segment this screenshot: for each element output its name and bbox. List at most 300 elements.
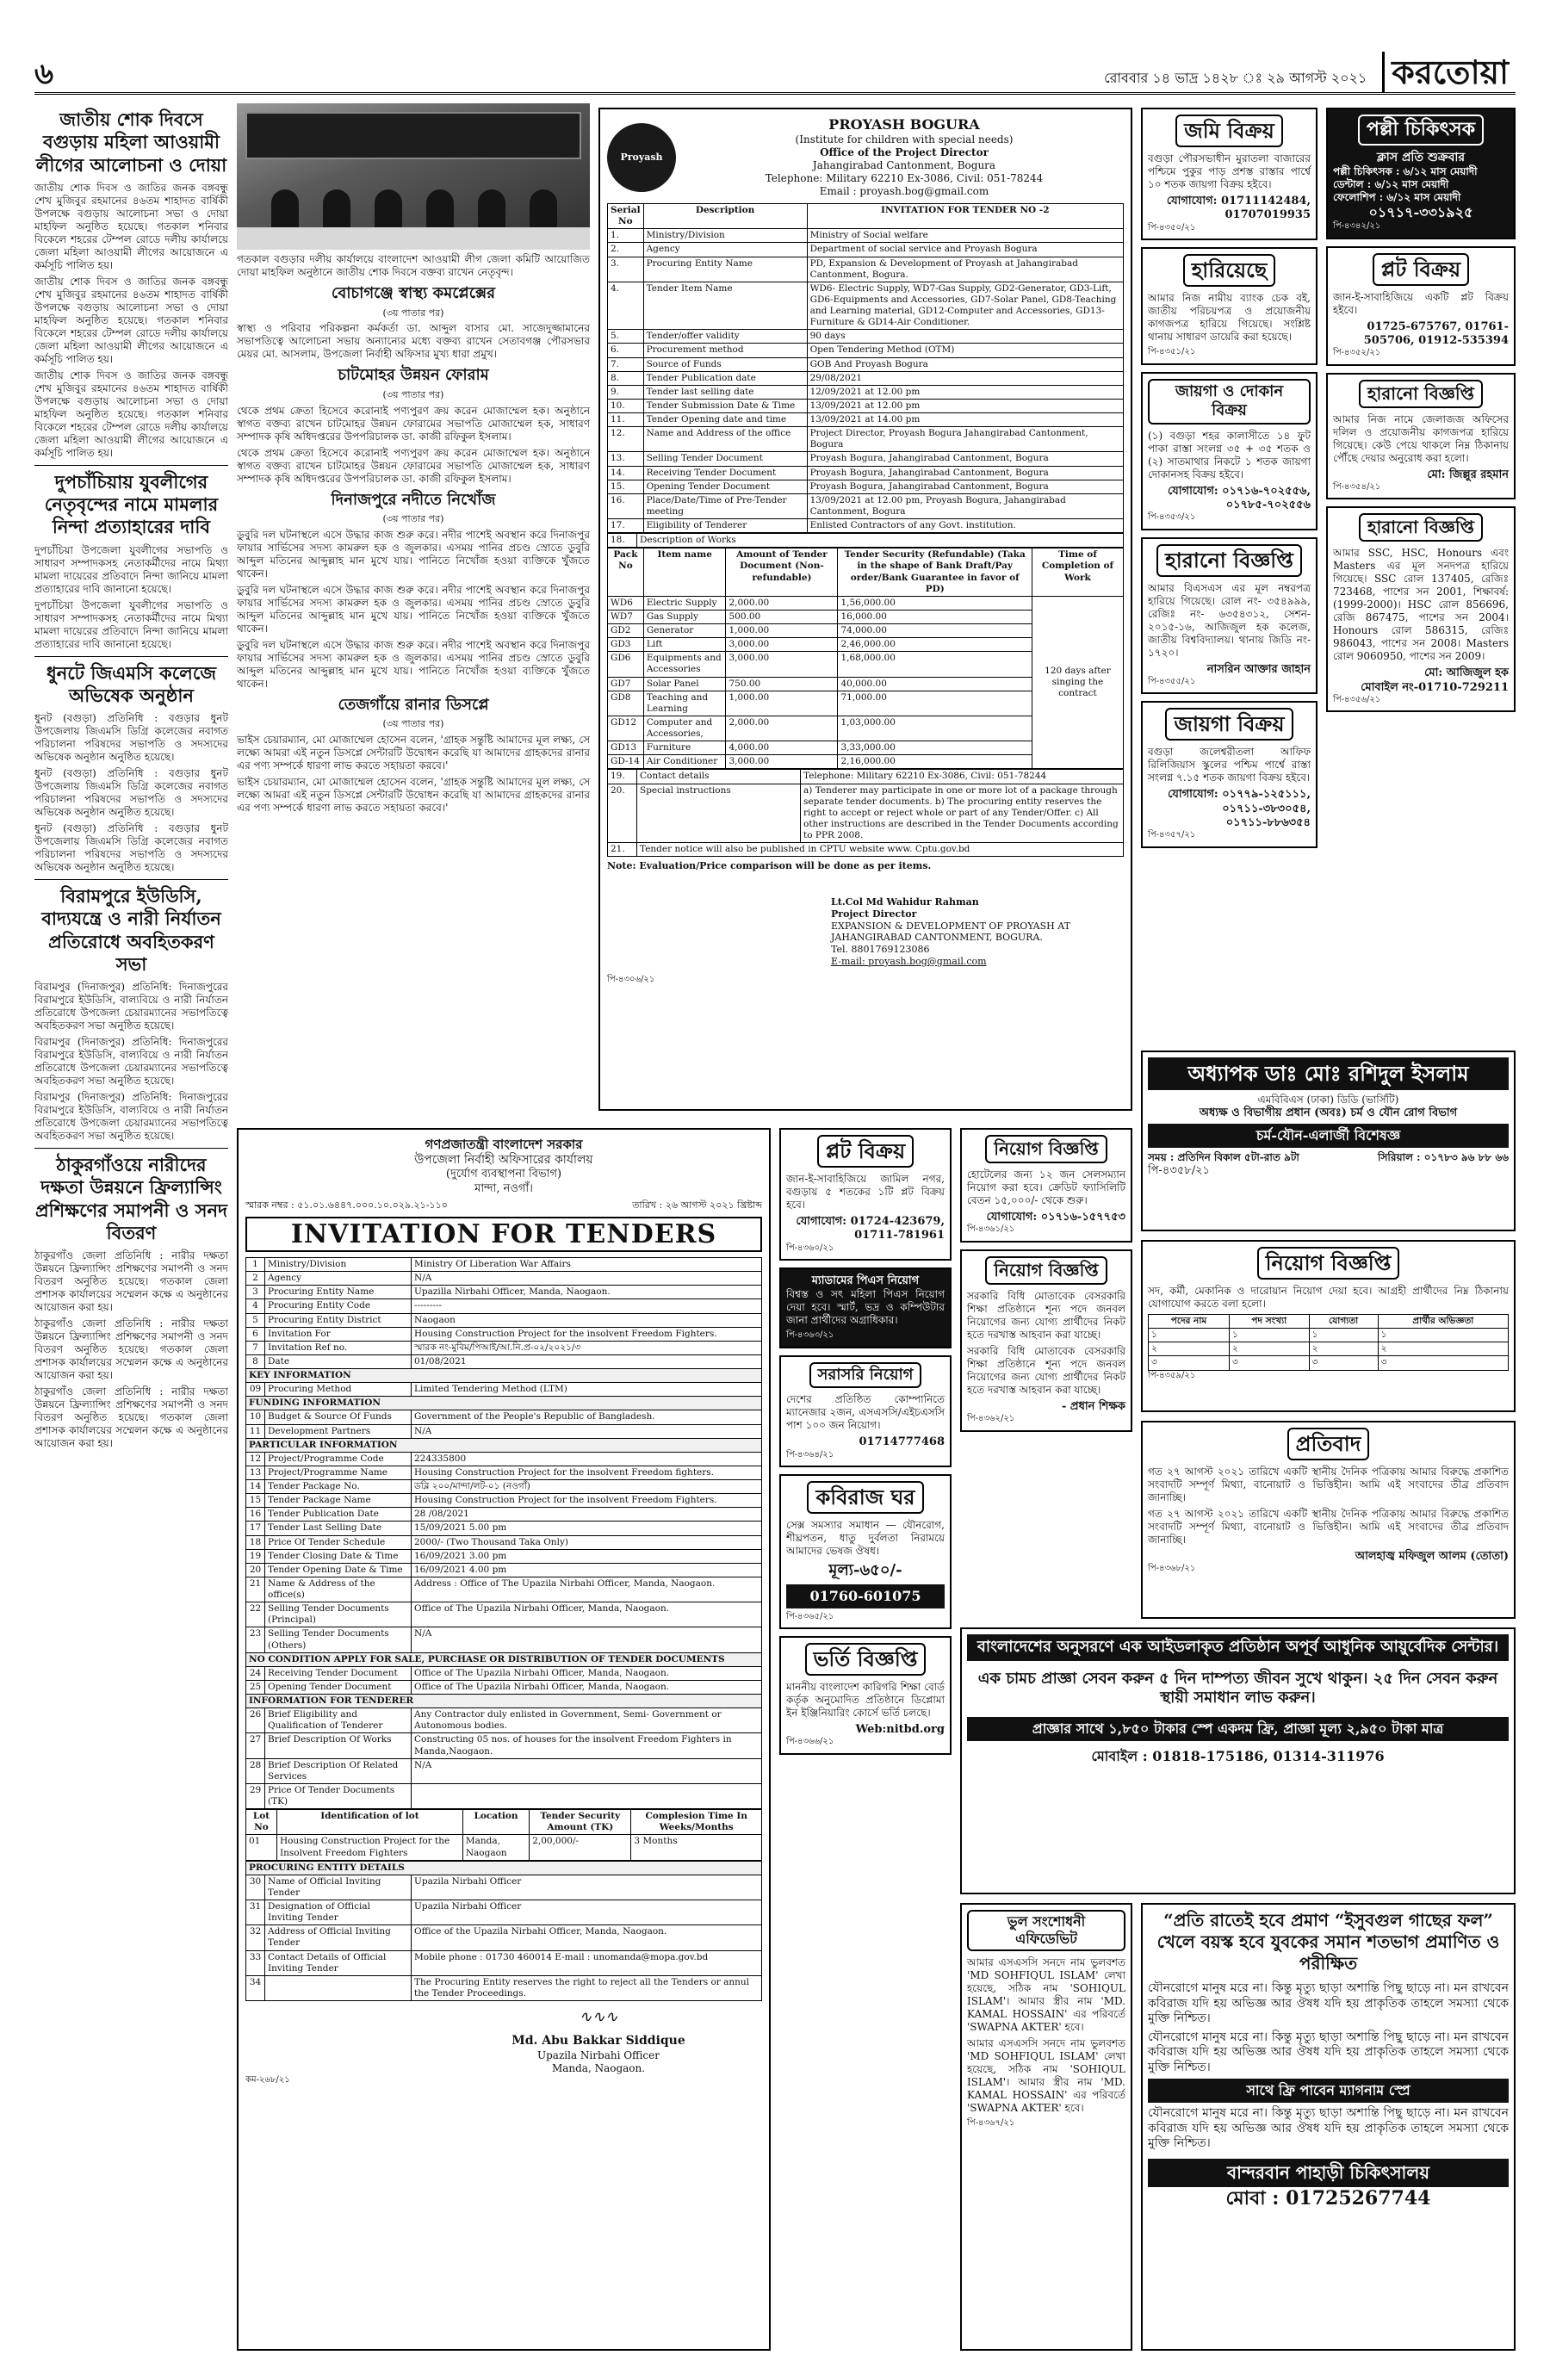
- row-value: Proyash Bogura, Jahangirabad Cantonment, Bogura: [807, 466, 1123, 480]
- table-row: [246, 1708, 762, 1733]
- section-label: FUNDING INFORMATION: [246, 1397, 762, 1410]
- row-number: 7: [246, 1341, 265, 1354]
- row-number: 17.: [608, 519, 644, 533]
- ad-madam-ps: ম্যাডামের পিএস নিয়োগ বিশ্বস্ত ও সৎ মহিলা পিএস নিয়োগ দেয়া হবে। স্মার্ট, ভদ্র ও কম্পিউটার জানা প্রার্থীদের অগ্রাধিকার। পি-৪৩৬৩/২১: [779, 1267, 952, 1348]
- memo-date: তারিখ : ২৬ আগস্ট ২০২১ খ্রিষ্টাব্দ: [632, 1199, 762, 1211]
- works-cell: 3,000.00: [726, 652, 838, 677]
- row-number: 13.: [608, 452, 644, 466]
- table-row: [608, 427, 1124, 452]
- kicker-1: (৩য় পাতার পর): [382, 307, 444, 319]
- col-description: Description: [643, 204, 807, 229]
- row-19-value: Telephone: Military 62210 Ex-3086, Civil: 051-78244: [801, 770, 1124, 784]
- table-row: [246, 1313, 762, 1327]
- table-row: [608, 257, 1124, 282]
- ad-plot-sale-2: প্লট বিক্রয় জান-ই-সাবাহিজিয়ে জামিল নগর, বগুড়ায় ৫ শতকের ১টি প্লট বিক্রয় হবে। যোগাযোগ: 01724-423679, 01711-781961 পি-৪৩৬০/২১: [779, 1128, 952, 1261]
- works-cell: 4,000.00: [726, 741, 838, 755]
- row-label: Tender Package Name: [265, 1494, 412, 1508]
- row-value: Enlisted Contractors of any Govt. institution.: [807, 519, 1123, 533]
- proyash-table: [607, 203, 1124, 533]
- works-cell: Computer and Accessories,: [643, 716, 726, 741]
- proc-table: [245, 1861, 762, 2001]
- row-value: Proyash Bogura, Jahangirabad Cantonment, Bogura: [807, 452, 1123, 466]
- row-value: 13/09/2021 at 14.00 pm: [807, 413, 1123, 427]
- lot-col-header: Identification of lot: [276, 1810, 462, 1835]
- section-label: INFORMATION FOR TENDERER: [246, 1695, 762, 1708]
- row-value: Housing Construction Project for the insolvent Freedom Fighters.: [412, 1494, 762, 1508]
- row-label: Selling Tender Documents (Principal): [265, 1602, 412, 1627]
- works-table: 18. Description of Works: [607, 533, 1124, 548]
- table-row: [608, 519, 1124, 533]
- works-cell: GD2: [608, 624, 644, 638]
- row-label: Tender Last Selling Date: [265, 1522, 412, 1535]
- section-row: [246, 1397, 762, 1410]
- ad-affidavit: ভুল সংশোধনী এফিডেভিট আমার এসএসসি সনদে নাম ভুলবশত 'MD SOHFIQUL ISLAM' লেখা হয়েছে, সঠিক নাম 'SOHIQUL ISLAM'। আমার স্ত্রীর নাম 'MD. KAMAL HOSSAIN' এর পরিবর্তে 'SWAPNA AKTER' হবে। আমার এসএসসি সনদে নাম ভুলবশত 'MD SOHFIQUL ISLAM' লেখা হয়েছে, সঠিক নাম 'SOHIQUL ISLAM'। আমার স্ত্রীর নাম 'MD. KAMAL HOSSAIN' এর পরিবর্তে 'SWAPNA AKTER' হবে। পি-৪৩৬৭/২১: [960, 1903, 1132, 2351]
- works-col-header: Time of Completion of Work: [1032, 549, 1123, 597]
- org-address: Jahangirabad Cantonment, Bogura: [812, 159, 996, 171]
- office-title: উপজেলা নির্বাহী অফিসারের কার্যালয়: [414, 1152, 593, 1167]
- row-number: 27: [246, 1733, 265, 1758]
- ad-shop-sale: জায়গা ও দোকান বিক্রয় (১) বগুড়া শহর কালাসীতে ১৪ ফুট পাকা রাস্তা সংলগ্ন ৩৫ + ৩৫ শতক ও (২) সাতমাথার নিকটে ১ শতক জায়গা দোকানসহ বিক্রয় হইবে। যোগাযোগ: ০১৭১৬-৭০২৫৫৬, ০১৭৮৫-৭০২৫৫৬ পি-৪৩৫৩/২১: [1141, 372, 1318, 530]
- works-cell: Furniture: [643, 741, 726, 755]
- row-value: 16/09/2021 3.00 pm: [412, 1549, 762, 1563]
- org-sub: (Institute for children with special needs): [795, 133, 1014, 146]
- works-cell: WD6: [608, 596, 644, 610]
- article-4-cont: বিরামপুর (দিনাজপুর) প্রতিনিধি: দিনাজপুরের বিরামপুরে ইউডিসি, বাল্যবিয়ে ও নারী নির্যাতন প্রতিরোধে উপজেলা চেয়ারম্যানের সভাপতিত্বে অবহিতকরণ সভা অনুষ্ঠিত হয়েছে।: [34, 1036, 228, 1087]
- evaluation-note: Note: Evaluation/Price comparison will be done as per items.: [607, 860, 932, 872]
- ads-col-b: [1326, 108, 1516, 1042]
- row-number: 20: [246, 1563, 265, 1577]
- works-cell: Air Conditioner: [643, 755, 726, 769]
- gov-title: গণপ্রজাতন্ত্রী বাংলাদেশ সরকার: [425, 1137, 583, 1152]
- row-number: 28: [246, 1758, 265, 1783]
- section-label: NO CONDITION APPLY FOR SALE, PURCHASE OR DISTRIBUTION OF TENDER DOCUMENTS: [246, 1652, 762, 1666]
- row-number: 7.: [608, 357, 644, 371]
- lot-col-header: Tender Security Amount (TK): [530, 1810, 631, 1835]
- news-column-2: [237, 103, 590, 1119]
- row-value: The Procuring Entity reserves the right to reject all the Tenders or annul the Tender Proceedings.: [412, 1975, 762, 2000]
- row-label: Tender last selling date: [643, 385, 807, 399]
- row-label: Procurement method: [643, 344, 807, 357]
- row-value: Office of The Upazila Nirbahi Officer, Manda, Naogaon.: [412, 1602, 762, 1627]
- works-cell: GD3: [608, 638, 644, 652]
- works-col-header: Tender Security (Refundable) (Taka in the shape of Bank Draft/Pay order/Bank Guarantee in favor of PD): [838, 549, 1032, 597]
- row-label: Invitation For: [265, 1327, 412, 1341]
- lot-cell: Manda, Naogaon: [462, 1835, 529, 1860]
- article-5: ঠাকুরগাঁও জেলা প্রতিনিধি : নারীর দক্ষতা উন্নয়নে ফ্রিল্যান্সিং প্রশিক্ষণের সমাপনী ও সনদ বিতরণ অনুষ্ঠিত হয়েছে। গতকাল জেলা প্রশাসক কার্যালয়ের সম্মেলন কক্ষে এ অনুষ্ঠানের আয়োজন করা হয়।: [34, 1249, 228, 1313]
- row-number: 3: [246, 1286, 265, 1299]
- works-cell: WD7: [608, 610, 644, 623]
- row-number: 13: [246, 1466, 265, 1479]
- table-row: [608, 330, 1124, 344]
- ad-ayurveda: বাংলাদেশের অনুসরণে এক আইডলাকৃত প্রতিষ্ঠান অপূর্ব আধুনিক আয়ুর্বেদিক সেন্টার। এক চামচ প্রাজ্ঞা সেবন করুন ৫ দিন দাম্পত্য জীবন সুখে থাকুন। ২৫ দিন সেবন করুন স্থায়ী সমাধান লাভ করুন। প্রাজ্ঞার সাথে ১,৮৫০ টাকার স্পে একদম ফ্রি, প্রাজ্ঞা মূল্য ২,৯৫০ টাকা মাত্র মোবাইল : 01818-175186, 01314-311976: [960, 1627, 1516, 1894]
- row-value: ডব্লি ২০০/মান্দা/লট-০১ (নওগাঁ): [412, 1480, 762, 1494]
- headline-chatmohar: চাটমোহর উন্নয়ন ফোরাম: [338, 366, 489, 385]
- table-row: [608, 413, 1124, 427]
- works-cell: 40,000.00: [838, 677, 1032, 691]
- proyash-email-link[interactable]: E-mail: proyash.bog@gmail.com: [831, 955, 987, 967]
- headline-bochaganj: বোচাগঞ্জে স্বাস্থ্য কমপ্লেক্সের: [331, 284, 496, 302]
- row-number: 8: [246, 1354, 265, 1368]
- row-value: Housing Construction Project for the insolvent Freedom fighters.: [412, 1466, 762, 1479]
- works-cell: 2,46,000.00: [838, 638, 1032, 652]
- works-cell: 500.00: [726, 610, 838, 623]
- row-label: Price Of Tender Documents (TK): [265, 1783, 412, 1808]
- table-row: [246, 1258, 762, 1272]
- table-row: [246, 1900, 762, 1925]
- completion-time: 120 days after singing the contract: [1032, 596, 1123, 769]
- article-1: জাতীয় শোক দিবস ও জাতির জনক বঙ্গবন্ধু শেখ মুজিবুর রহমানের ৪৬তম শাহাদত বার্ষিকী উপলক্ষে বগুড়ায় আলোচনা সভা ও দোয়া মাহফিল অনুষ্ঠিত হয়েছে। গতকাল শনিবার বিকেলে শহরের টেম্পল রোডে দলীয় কার্যালয়ে জেলা মহিলা আওয়ামী লীগের আয়োজনে এ কর্মসূচি পালিত হয়।: [34, 181, 228, 271]
- row-number: 10: [246, 1410, 265, 1424]
- org-email: Email : proyash.bog@gmail.com: [819, 185, 989, 197]
- row-value: Office of The Upazila Nirbahi Officer, Manda, Naogaon.: [412, 1680, 762, 1694]
- works-cell: GD-14: [608, 755, 644, 769]
- table-row: [246, 1577, 762, 1602]
- table-row: [246, 1341, 762, 1354]
- row-number: 5.: [608, 330, 644, 344]
- table-row: [246, 1299, 762, 1313]
- table-row: [608, 480, 1124, 493]
- article-bochaganj: স্বাস্থ্য ও পরিবার পরিকল্পনা কর্মকর্তা ডা. আব্দুল বাসার মো. সাজেদুজ্জামানের সভাপতিত্বে আলোচনা সভায় অন্যান্যের মধ্যে বক্তব্য রাখেন সেতাবগঞ্জ পৌরসভার মেয়র মো. আসলাম, উপজেলা নির্বাহী অফিসার মুখ্য ধারা প্রমুখ।: [237, 322, 590, 361]
- table-row: [246, 1383, 762, 1397]
- row-value: N/A: [412, 1627, 762, 1652]
- row-label: Opening Tender Document: [643, 480, 807, 493]
- row-label: Place/Date/Time of Pre-Tender meeting: [643, 493, 807, 518]
- row-label: Procuring Method: [265, 1383, 412, 1397]
- article-tejgaon-cont: ভাইস চেয়ারম্যান, মো মোজাম্মেল হোসেন বলেন, 'গ্রাহক সন্তুষ্টি আমাদের মূল লক্ষ্য, সে লক্ষ্যে আমরা এই নতুন ডিসপ্লে সেন্টারটি উদ্বোধন করেছি যা আমাদের গ্রাহকদের রানার এর পণ্য সম্পর্কে ধারণা লাভ করতে সহায়তা করবে।': [237, 776, 590, 814]
- row-20-label: Special instructions: [637, 784, 801, 843]
- row-value: Upazilla Nirbahi Officer, Manda, Naogaon.: [412, 1286, 762, 1299]
- row-number: 12.: [608, 427, 644, 452]
- table-row: [246, 1410, 762, 1424]
- row-value: 28 /08/2021: [412, 1508, 762, 1522]
- article-4-cont2: বিরামপুর (দিনাজপুর) প্রতিনিধি: দিনাজপুরের বিরামপুরে ইউডিসি, বাল্যবিয়ে ও নারী নির্যাতন প্রতিরোধে উপজেলা চেয়ারম্যানের সভাপতিত্বে অবহিতকরণ সভা অনুষ্ঠিত হয়েছে।: [34, 1091, 228, 1142]
- row-label: Budget & Source Of Funds: [265, 1410, 412, 1424]
- row-number: 14: [246, 1480, 265, 1494]
- row-value: Limited Tendering Method (LTM): [412, 1383, 762, 1397]
- row-number: 15: [246, 1494, 265, 1508]
- ad-kobiraj: কবিরাজ ঘর সেক্স সমস্যার সমাধান — যৌনরোগ, শীঘ্রপতন, ধাতু দুর্বলতা নিরাময়ে আমাদের ভেষজ ঔষধ। মূল্য-৬৫০/- 01760-601075 পি-৪৩৬৫/২১: [779, 1474, 952, 1629]
- row-number: 9.: [608, 385, 644, 399]
- kicker-4: (৩য় পাতার পর): [382, 718, 444, 730]
- works-cell: Equipments and Accessories: [643, 652, 726, 677]
- row-label: Agency: [265, 1272, 412, 1286]
- row-value: 01/08/2021: [412, 1354, 762, 1368]
- ads-col-a: [1141, 108, 1318, 1042]
- admission-web-link[interactable]: Web:nitbd.org: [855, 1723, 945, 1736]
- table-row: [608, 229, 1124, 243]
- row-label: Project/Programme Name: [265, 1466, 412, 1479]
- row-label: Agency: [643, 243, 807, 257]
- row-value: N/A: [412, 1272, 762, 1286]
- row-19-label: Contact details: [637, 770, 801, 784]
- row-number: 34: [246, 1975, 265, 2000]
- newspaper-brand: করতোয়া: [1382, 52, 1516, 93]
- row-number: 14.: [608, 466, 644, 480]
- lot-col-header: Location: [462, 1810, 529, 1835]
- lot-table: [245, 1809, 762, 1861]
- section-row: [246, 1695, 762, 1708]
- article-2-cont: দুপচাঁচিয়া উপজেলা যুবলীগের সভাপতি ও সাধারণ সম্পাদকসহ নেতাকর্মীদের নামে মিথ্যা মামলা দায়েরের প্রতিবাদে নিন্দা জানিয়ে মামলা প্রত্যাহারের দাবি জানানো হয়েছে।: [34, 598, 228, 650]
- upazila-signature: ∿∿∿ Md. Abu Bakkar Siddique Upazila Nirbahi Officer Manda, Naogaon.: [512, 2008, 685, 2074]
- headline-dinajpur: দিনাজপুরে নদীতে নিখোঁজ: [331, 490, 496, 509]
- row-number: 4: [246, 1299, 265, 1313]
- row-number: 31: [246, 1900, 265, 1925]
- article-5-cont2: ঠাকুরগাঁও জেলা প্রতিনিধি : নারীর দক্ষতা উন্নয়নে ফ্রিল্যান্সিং প্রশিক্ষণের সমাপনী ও সনদ বিতরণ অনুষ্ঠিত হয়েছে। গতকাল জেলা প্রশাসক কার্যালয়ের সম্মেলন কক্ষে এ অনুষ্ঠানের আয়োজন করা হয়।: [34, 1385, 228, 1449]
- row-value: স্মারক নং-মুবিম/পিআই/আ.নি.প্র-০২/২০২১/৩: [412, 1341, 762, 1354]
- row-value: 13/09/2021 at 12.00 pm, Proyash Bogura, Jahangirabad Cantonment, Bogura: [807, 493, 1123, 518]
- row-number: 29: [246, 1783, 265, 1808]
- page-number: ৬: [34, 56, 54, 91]
- place: মান্দা, নওগাঁ।: [474, 1181, 533, 1195]
- row-label: Tender Opening Date & Time: [265, 1563, 412, 1577]
- row-number: 3.: [608, 257, 644, 282]
- ad-protest: প্রতিবাদ গত ২৭ আগস্ট ২০২১ তারিখে একটি স্থানীয় দৈনিক পত্রিকায় আমার বিরুদ্ধে প্রকাশিত সংবাদটি সম্পূর্ণ মিথ্যা, বানোয়াট ও ভিত্তিহীন। আমি এই সংবাদের তীব্র প্রতিবাদ জানাচ্ছি। গত ২৭ আগস্ট ২০২১ তারিখে একটি স্থানীয় দৈনিক পত্রিকায় আমার বিরুদ্ধে প্রকাশিত সংবাদটি সম্পূর্ণ মিথ্যা, বানোয়াট ও ভিত্তিহীন। আমি এই সংবাদের তীব্র প্রতিবাদ জানাচ্ছি। আলহাজ্ব মফিজুল আলম (তোতা) পি-৪৩৬৮/২১: [1141, 1421, 1516, 1619]
- row-label: Address of Official Inviting Tender: [265, 1925, 412, 1950]
- ad-code: কম-২৬৮/২১: [245, 2074, 290, 2085]
- works-cell: 1,68,000.00: [838, 652, 1032, 677]
- works-cell: 750.00: [726, 677, 838, 691]
- row-number: 16.: [608, 493, 644, 518]
- article-1-cont2: জাতীয় শোক দিবস ও জাতির জনক বঙ্গবন্ধু শেখ মুজিবুর রহমানের ৪৬তম শাহাদত বার্ষিকী উপলক্ষে বগুড়ায় আলোচনা সভা ও দোয়া মাহফিল অনুষ্ঠিত হয়েছে। গতকাল শনিবার বিকেলে শহরের টেম্পল রোডে দলীয় কার্যালয়ে জেলা মহিলা আওয়ামী লীগের আয়োজনে এ কর্মসূচি পালিত হয়।: [34, 369, 228, 459]
- table-row: [608, 399, 1124, 412]
- table-row: [608, 466, 1124, 480]
- row-number: 22: [246, 1602, 265, 1627]
- works-cell: 3,000.00: [726, 638, 838, 652]
- headline-3: ধুনটে জিএমসি কলেজে অভিষেক অনুষ্ঠান: [46, 661, 217, 706]
- table-row: [246, 1522, 762, 1535]
- table-row: [246, 1535, 762, 1549]
- row-number: 16: [246, 1508, 265, 1522]
- row-value: Open Tendering Method (OTM): [807, 344, 1123, 357]
- table-row: [246, 1733, 762, 1758]
- ad-lost-1: হারিয়েছে আমার নিজ নামীয় ব্যাংক চেক বই, জাতীয় পরিচয়পত্র ও প্রয়োজনীয় কাগজপত্র হারিয়ে গিয়েছে। সংশ্লিষ্ট থানায় সাধারণ ডায়েরি করা হয়েছে। পি-৪৩৫১/২১: [1141, 247, 1318, 365]
- row-label: Price Of Tender Schedule: [265, 1535, 412, 1549]
- works-cell: 71,000.00: [838, 691, 1032, 716]
- row-value: 29/08/2021: [807, 371, 1123, 385]
- row-label: Tender Publication Date: [265, 1508, 412, 1522]
- row-value: N/A: [412, 1758, 762, 1783]
- table-row: [246, 1975, 762, 2000]
- news-column-1: [34, 103, 228, 2342]
- row-label: Procuring Entity Name: [265, 1286, 412, 1299]
- headline-1: জাতীয় শোক দিবসে বগুড়ায় মহিলা আওয়ামী লীগের আলোচনা ও দোয়া: [35, 108, 227, 176]
- row-label: Invitation Ref no.: [265, 1341, 412, 1354]
- article-3-cont2: ধুনট (বগুড়া) প্রতিনিধি : বগুড়ার ধুনট উপজেলায় জিএমসি ডিগ্রি কলেজের নবাগত পরিচালনা পরিষদের সভাপতি ও সদস্যদের অভিষেক অনুষ্ঠান অনুষ্ঠিত হয়েছে।: [34, 822, 228, 873]
- ad-lost-3: হারানো বিজ্ঞপ্তি আমার নিজ নামে জেলাজজ অফিসের দলিল ও প্রয়োজনীয় কাগজপত্র হারিয়ে গিয়েছে। কেউ পেয়ে থাকলে নিম্ন ঠিকানায় পৌঁছে দেয়ার অনুরোধ করা হলো। মো: জিল্লুর রহমান পি-৪৩৫৪/২১: [1326, 373, 1516, 500]
- proyash-signature: Lt.Col Md Wahidur Rahman Project Director EXPANSION & DEVELOPMENT OF PROYASH AT JAHANGIRABAD CANTONMENT, BOGURA. Tel. 8801769123086 E-mail: proyash.bog@gmail.com: [831, 896, 1124, 968]
- row-label: Tender Submission Date & Time: [643, 399, 807, 412]
- row-value: Mobile phone : 01730 460014 E-mail : unomanda@mopa.gov.bd: [412, 1950, 762, 1975]
- org-office: Office of the Project Director: [820, 146, 989, 158]
- row-label: Brief Eligibility and Qualification of Tenderer: [265, 1708, 412, 1733]
- works-col-header: Amount of Tender Document (Non-refundable): [726, 549, 838, 597]
- works-cell: 1,03,000.00: [838, 716, 1032, 741]
- works-cell: 2,000.00: [726, 716, 838, 741]
- lot-cell: Housing Construction Project for the Insolvent Freedom Fighters: [276, 1835, 462, 1860]
- ad-lost-4: হারানো বিজ্ঞপ্তি আমার SSC, HSC, Honours এবং Masters এর মূল সনদপত্র হারিয়ে গিয়েছে। SSC রোল 137405, রেজিঃ 723468, পাশের সন 2001, শিক্ষাবর্ষ: (1999-2000)। HSC রোল 856696, রেজি 867475, পাশের সন 2004। Honours রোল 586315, রেজিঃ 986043, পাশের সন 2008। Masters রোল 9060950, পাশের সন 2009। মো: আজিজুল হক মোবাইল নং-01710-729211 পি-৪৩৫৬/২১: [1326, 506, 1516, 712]
- section-row: [246, 1652, 762, 1666]
- table-row: [246, 1480, 762, 1494]
- row-number: 09: [246, 1383, 265, 1397]
- row-label: Contact Details of Official Inviting Tender: [265, 1950, 412, 1975]
- row-number: 15.: [608, 480, 644, 493]
- row-label: Selling Tender Documents (Others): [265, 1627, 412, 1652]
- row-value: 224335800: [412, 1452, 762, 1466]
- works-cell: 1,000.00: [726, 691, 838, 716]
- table-row: [608, 385, 1124, 399]
- works-cell: Gas Supply: [643, 610, 726, 623]
- row-label: Tender Package No.: [265, 1480, 412, 1494]
- table-row: [246, 1452, 762, 1466]
- works-cell: 2,16,000.00: [838, 755, 1032, 769]
- row-number: 19: [246, 1549, 265, 1563]
- proyash-tender-notice: [598, 108, 1132, 1111]
- section-row: [246, 1369, 762, 1383]
- row-number: 30: [246, 1875, 265, 1900]
- row-value: Government of the People's Republic of Bangladesh.: [412, 1410, 762, 1424]
- works-cell: Electric Supply: [643, 596, 726, 610]
- row-value: PD, Expansion & Development of Proyash at Jahangirabad Cantonment, Bogura.: [807, 257, 1123, 282]
- row-value: 13/09/2021 at 12.00 pm: [807, 399, 1123, 412]
- lot-cell: 2,00,000/-: [530, 1835, 631, 1860]
- lot-col-header: Complesion Time In Weeks/Months: [631, 1810, 762, 1835]
- org-telephone: Telephone: Military 62210 Ex-3086, Civil: 051-78244: [765, 172, 1044, 184]
- table-row: [246, 1666, 762, 1680]
- headline-5: ঠাকুরগাঁওয়ে নারীদের দক্ষতা উন্নয়নে ফ্রিল্যান্সিং প্রশিক্ষণের সমাপনী ও সনদ বিতরণ: [34, 1154, 228, 1243]
- table-row: [608, 344, 1124, 357]
- row-value: Upazila Nirbahi Officer: [412, 1900, 762, 1925]
- row-label: Name of Official Inviting Tender: [265, 1875, 412, 1900]
- row-label: Project/Programme Code: [265, 1452, 412, 1466]
- row-number: 25: [246, 1680, 265, 1694]
- row-number: 6: [246, 1327, 265, 1341]
- ad-plot-sale-1: প্লট বিক্রয় জান-ই-সাবাহিজিয়ে একটি প্লট বিক্রয় হইবে। 01725-675767, 01761-505706, 01912-535394 পি-৪৩৫২/২১: [1326, 246, 1516, 366]
- kicker-3: (৩য় পাতার পর): [382, 513, 444, 524]
- article-2: দুপচাঁচিয়া উপজেলা যুবলীগের সভাপতি ও সাধারণ সম্পাদকসহ নেতাকর্মীদের নামে মিথ্যা মামলা দায়েরের প্রতিবাদে নিন্দা জানিয়ে মামলা প্রত্যাহারের দাবি জানানো হয়েছে।: [34, 543, 228, 595]
- works-cell: 2,000.00: [726, 596, 838, 610]
- row-value: Office of The Upazila Nirbahi Officer, Manda, Naogaon.: [412, 1666, 762, 1680]
- kicker-2: (৩য় পাতার পর): [382, 388, 444, 400]
- issue-date: রোববার ১৪ ভাদ্র ১৪২৮ ঃ ২৯ আগস্ট ২০২১: [1104, 70, 1367, 86]
- row-label: Tender/offer validity: [643, 330, 807, 344]
- works-cell: 1,000.00: [726, 624, 838, 638]
- works-cell: Lift: [643, 638, 726, 652]
- works-cell: 3,33,000.00: [838, 741, 1032, 755]
- row-label: Selling Tender Document: [643, 452, 807, 466]
- row-value: Department of social service and Proyash Bogura: [807, 243, 1123, 257]
- row-number: 11: [246, 1424, 265, 1438]
- table-row: [608, 243, 1124, 257]
- works-cell: 1,56,000.00: [838, 596, 1032, 610]
- row-label: Brief Description Of Works: [265, 1733, 412, 1758]
- works-cell: GD12: [608, 716, 644, 741]
- row-value: 90 days: [807, 330, 1123, 344]
- ad-vacancy-table: নিয়োগ বিজ্ঞপ্তি সদ, কর্মী, মেকানিক ও দারোয়ান নিয়োগ দেয়া হবে। আগ্রহী প্রার্থীদের নিম্ন ঠিকানায় যোগাযোগ করতে বলা হলো। পদের নাম পদ সংখ্যা যোগ্যতা প্রার্থীর অভিজ্ঞতা ১ ১ ১ ১ ২ ২ ২ ২ ৩ ৩ ৩ ৩ পি-৪৩৫৯/২১: [1141, 1240, 1516, 1412]
- event-banner: [245, 112, 581, 159]
- article-3: ধুনট (বগুড়া) প্রতিনিধি : বগুড়ার ধুনট উপজেলায় জিএমসি ডিগ্রি কলেজের নবাগত পরিচালনা পরিষদের সভাপতি ও সদস্যদের অভিষেক অনুষ্ঠান অনুষ্ঠিত হয়েছে।: [34, 712, 228, 763]
- row-number: 24: [246, 1666, 265, 1680]
- col-serial: Serial No: [608, 204, 644, 229]
- headline-tejgaon: তেজগাঁয়ে রানার ডিসপ্লে: [338, 695, 489, 714]
- row-number: 1.: [608, 229, 644, 243]
- row-label: Ministry/Division: [643, 229, 807, 243]
- row-label: Development Partners: [265, 1424, 412, 1438]
- row-number: 12: [246, 1452, 265, 1466]
- article-dinajpur-cont2: ডুবুরি দল ঘটনাস্থলে এসে উদ্ধার কাজ শুরু করে। নদীর পাশেই অবস্থান করে দিনাজপুর ফায়ার সার্ভিসের সদস্য কামরুল হক ও জুলকার। এসময় পানির প্রচণ্ড স্রোতে ডুবুরি আব্দুল মতিনের আব্দুল্লাহ মান মুখে যায়। পানিতে নিখোঁজ হওয়া ব্যক্তিকে খুঁজতে থাকেন।: [237, 638, 590, 690]
- article-4: বিরামপুর (দিনাজপুর) প্রতিনিধি: দিনাজপুরের বিরামপুরে ইউডিসি, বাল্যবিয়ে ও নারী নির্যাতন প্রতিরোধে উপজেলা চেয়ারম্যানের সভাপতিত্বে অবহিতকরণ সভা অনুষ্ঠিত হয়েছে।: [34, 981, 228, 1032]
- row-label: Receiving Tender Document: [643, 466, 807, 480]
- table-row: [246, 1286, 762, 1299]
- headline-2: দুপচাঁচিয়ায় যুবলীগের নেতৃবৃন্দের নামে মামলার নিন্দা প্রত্যাহারের দাবি: [44, 470, 219, 538]
- table-row: [608, 371, 1124, 385]
- row-value: Constructing 05 nos. of houses for the insolvent Freedom Fighters in Manda,Naogaon.: [412, 1733, 762, 1758]
- lot-cell: 3 Months: [631, 1835, 762, 1860]
- row-label: Procuring Entity Name: [643, 257, 807, 282]
- works-cell: Generator: [643, 624, 726, 638]
- row-number: 33: [246, 1950, 265, 1975]
- tender-title: INVITATION FOR TENDERS: [245, 1217, 762, 1253]
- org-name: PROYASH BOGURA: [828, 116, 980, 133]
- row-21: Tender notice will also be published in CPTU website www. Cptu.gov.bd: [637, 843, 1124, 857]
- works-col-header: Pack No: [608, 549, 644, 597]
- table-row: [246, 1875, 762, 1900]
- row-label: Date: [265, 1354, 412, 1368]
- row-number: 8.: [608, 371, 644, 385]
- row-value: Project Director, Proyash Bogura Jahangirabad Cantonment, Bogura: [807, 427, 1123, 452]
- table-row: [608, 282, 1124, 330]
- row-number: 21: [246, 1577, 265, 1602]
- works-label: Description of Works: [637, 534, 1124, 548]
- row-number: 11.: [608, 413, 644, 427]
- row-value: Ministry of Social welfare: [807, 229, 1123, 243]
- row-20-value: a) Tenderer may participate in one or more lot of a package through separate tender documents. b) The procuring entity reserves the right to accept or reject whole or part of any Tender/Offer. c) All other instructions are described in the Tender Documents according to PPR 2008.: [801, 784, 1124, 843]
- row-value: ---------: [412, 1299, 762, 1313]
- memo-no: স্মারক নম্বর : ৫১.০১.৬৪৪৭.০০০.১০.০২৯.২১-১১০: [245, 1199, 448, 1211]
- ad-rural-doctor: পল্লী চিকিৎসক ক্লাস প্রতি শুক্রবার পল্লী চিকিৎসক : ৬/১২ মাস মেয়াদী ডেন্টাল : ৬/১২ মাস মেয়াদী ফেলোশিপ : ৬/১২ মাস মেয়াদী ০১৭১৭-৩৩১৯২৫ পি-৪৩৪২/২১: [1326, 108, 1516, 239]
- lot-cell: 01: [246, 1835, 277, 1860]
- row-value: Any Contractor duly enlisted in Government, Semi- Government or Autonomous bodies.: [412, 1708, 762, 1733]
- proc-head: PROCURING ENTITY DETAILS: [246, 1861, 762, 1875]
- row-label: Designation of Official Inviting Tender: [265, 1900, 412, 1925]
- row-label: Procuring Entity Code: [265, 1299, 412, 1313]
- works-detail-table: [607, 548, 1124, 769]
- table-row: [246, 1602, 762, 1627]
- row-label: Brief Description Of Related Services: [265, 1758, 412, 1783]
- row-value: Ministry Of Liberation War Affairs: [412, 1258, 762, 1272]
- table-row: [246, 1327, 762, 1341]
- row-label: Procuring Entity District: [265, 1313, 412, 1327]
- table-row: [608, 452, 1124, 466]
- article-tejgaon: ভাইস চেয়ারম্যান, মো মোজাম্মেল হোসেন বলেন, 'গ্রাহক সন্তুষ্টি আমাদের মূল লক্ষ্য, সে লক্ষ্যে আমরা এই নতুন ডিসপ্লে সেন্টারটি উদ্বোধন করেছি যা আমাদের গ্রাহকদের রানার এর পণ্য সম্পর্কে ধারণা লাভ করতে সহায়তা করবে।': [237, 734, 590, 772]
- proyash-footer-table: 19. Contact details Telephone: Military 62210 Ex-3086, Civil: 051-78244 20. Special instructions a) Tenderer may participate in one or more lot of a package through separate tender documents. b) The procuring entity reserves the right to accept or reject whole or part of any Tender/Offer. c) All other instructions are described in the Tender Documents according to PPR 2008. 21. Tender notice will also be published in CPTU website www. Cptu.gov.bd: [607, 769, 1124, 857]
- ad-direct-recruit: সরাসরি নিয়োগ দেশের প্রতিষ্ঠিত কোম্পানিতে ম্যানেজার ২জন, এসএসসি/এইচএসসি পাশ ১০০ জন নিয়োগ। 01714777468 পি-৪৩৬৪/২১: [779, 1355, 952, 1467]
- ad-vacancy-3: নিয়োগ বিজ্ঞপ্তি সরকারি বিধি মোতাবেক বেসরকারি শিক্ষা প্রতিষ্ঠানে শূন্য পদে জনবল নিয়োগের জন্য যোগ্য প্রার্থীদের নিকট হতে দরখাস্ত আহবান করা যাচ্ছে। সরকারি বিধি মোতাবেক বেসরকারি শিক্ষা প্রতিষ্ঠানে শূন্য পদে জনবল নিয়োগের জন্য যোগ্য প্রার্থীদের নিকট হতে দরখাস্ত আহবান করা যাচ্ছে। - প্রধান শিক্ষক পি-৪৩৬২/২১: [960, 1249, 1132, 1432]
- row-value: Office of the Upazila Nirbahi Officer, Manda, Naogaon.: [412, 1925, 762, 1950]
- row-label: Receiving Tender Document: [265, 1666, 412, 1680]
- article-dinajpur: ডুবুরি দল ঘটনাস্থলে এসে উদ্ধার কাজ শুরু করে। নদীর পাশেই অবস্থান করে দিনাজপুর ফায়ার সার্ভিসের সদস্য কামরুল হক ও জুলকার। এসময় পানির প্রচণ্ড স্রোতে ডুবুরি আব্দুল মতিনের আব্দুল্লাহ মান মুখে যায়। পানিতে নিখোঁজ হওয়া ব্যক্তিকে খুঁজতে থাকেন।: [237, 528, 590, 580]
- ad-vacancy-2: নিয়োগ বিজ্ঞপ্তি হোটেলের জন্য ১২ জন সেলসম্যান নিয়োগ করা হবে। ক্রেডিট ফ্যাসিলিটি বেতন ১৫,০০০/- থেকে শুরু। যোগাযোগ: ০১৭১৬-১৫৭৭৫৩ পি-৪৩৬১/২১: [960, 1128, 1132, 1243]
- table-row: [608, 493, 1124, 518]
- row-value: GOB And Proyash Bogura: [807, 357, 1123, 371]
- works-col-header: Item name: [643, 549, 726, 597]
- works-cell: 74,000.00: [838, 624, 1032, 638]
- section-label: KEY INFORMATION: [246, 1369, 762, 1383]
- row-number: 23: [246, 1627, 265, 1652]
- row-label: Name and Address of the office: [643, 427, 807, 452]
- row-label: Tender Closing Date & Time: [265, 1549, 412, 1563]
- table-row: [246, 1354, 762, 1368]
- ad-doctor-banner: অধ্যাপক ডাঃ মোঃ রশিদুল ইসলাম এমবিবিএস (ঢাকা) ডিডি (ভার্সিটি) অধ্যক্ষ ও বিভাগীয় প্রধান (অবঃ) চর্ম ও যৌন রোগ বিভাগ চর্ম-যৌন-এলার্জী বিশেষজ্ঞ সময় : প্রতিদিন বিকাল ৫টা-রাত ৯টা সিরিয়াল : ০১৭৮৩ ৯৬ ৮৮ ৬৬ পি-৪৩৫৮/২১: [1141, 1051, 1516, 1231]
